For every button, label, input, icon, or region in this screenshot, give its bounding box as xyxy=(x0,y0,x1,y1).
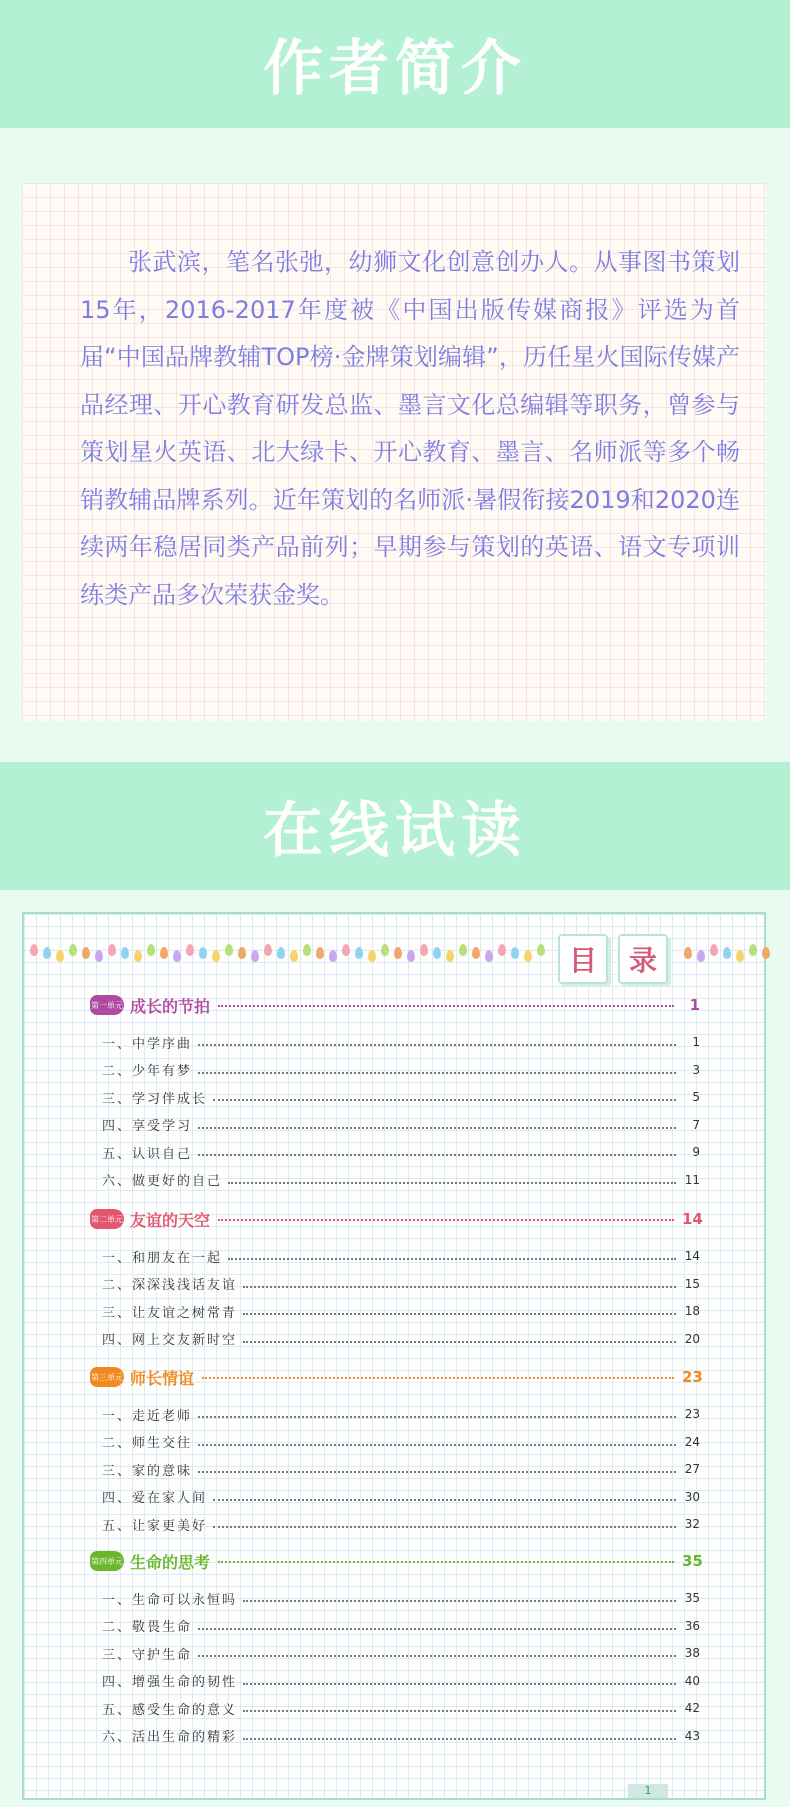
entry-title: 五、让家更美好 xyxy=(102,1518,208,1534)
toc-unit-1 xyxy=(90,992,700,1018)
raindrop-icon xyxy=(238,947,246,959)
raindrop-icon xyxy=(329,950,337,962)
entry-title: 四、增强生命的韧性 xyxy=(102,1675,238,1690)
raindrop-icon xyxy=(82,947,90,959)
entry-leader-dots xyxy=(243,1286,676,1288)
entry-title: 三、学习伴成长 xyxy=(102,1091,208,1107)
entry-leader-dots xyxy=(198,1444,676,1446)
raindrop-icon xyxy=(95,950,103,962)
raindrop-icon xyxy=(316,947,324,959)
raindrop-icon xyxy=(264,944,272,956)
online-preview-banner xyxy=(0,762,790,890)
raindrop-icon xyxy=(56,950,64,962)
unit-page-number: 1 xyxy=(689,996,700,1014)
raindrop-icon xyxy=(459,944,467,956)
toc-entry[interactable] xyxy=(102,1432,700,1452)
raindrop-icon xyxy=(290,950,298,962)
raindrop-icon xyxy=(303,944,311,956)
raindrop-icon xyxy=(684,947,692,959)
unit-leader-dots xyxy=(218,1005,674,1007)
toc-entry[interactable] xyxy=(102,1671,700,1691)
raindrop-icon xyxy=(762,947,770,959)
unit-title: 师长情谊 xyxy=(130,1368,195,1388)
author-bio-panel xyxy=(22,183,766,721)
toc-entry[interactable] xyxy=(102,1087,700,1107)
unit-page-number: 23 xyxy=(682,1368,703,1386)
raindrop-icon xyxy=(472,947,480,959)
entry-title: 五、认识自己 xyxy=(102,1146,193,1162)
raindrop-icon xyxy=(446,950,454,962)
unit-leader-dots xyxy=(202,1377,674,1379)
toc-entry[interactable] xyxy=(102,1246,700,1266)
table-of-contents-page xyxy=(22,912,766,1800)
raindrop-icon xyxy=(355,947,363,959)
toc-entry[interactable] xyxy=(102,1459,700,1479)
raindrop-icon xyxy=(394,947,402,959)
raindrop-icon xyxy=(381,944,389,956)
raindrop-icon xyxy=(186,944,194,956)
entry-leader-dots xyxy=(243,1683,676,1685)
toc-entry[interactable] xyxy=(102,1616,700,1636)
unit-title: 成长的节拍 xyxy=(130,996,211,1016)
entry-title: 一、走近老师 xyxy=(102,1408,193,1424)
toc-entry[interactable] xyxy=(102,1698,700,1718)
entry-page-number: 3 xyxy=(692,1062,700,1077)
entry-leader-dots xyxy=(243,1313,676,1315)
unit-page-number: 35 xyxy=(682,1552,703,1570)
raindrop-icon xyxy=(225,944,233,956)
raindrop-icon xyxy=(537,944,545,956)
raindrop-icon xyxy=(121,947,129,959)
online-preview-heading: 在线试读 xyxy=(263,796,527,866)
toc-title-card-2 xyxy=(618,934,668,984)
author-intro-banner xyxy=(0,0,790,128)
entry-title: 六、做更好的自己 xyxy=(102,1174,223,1189)
raindrop-icon xyxy=(108,944,116,956)
entry-leader-dots xyxy=(243,1600,676,1602)
raindrop-icon xyxy=(342,944,350,956)
raindrop-icon xyxy=(407,950,415,962)
toc-entry[interactable] xyxy=(102,1588,700,1608)
entry-page-number: 5 xyxy=(692,1090,700,1104)
entry-page-number: 27 xyxy=(684,1462,700,1476)
raindrop-icon xyxy=(511,947,519,959)
entry-leader-dots xyxy=(198,1127,676,1129)
unit-badge: 第三单元 xyxy=(90,1367,124,1387)
toc-entry[interactable] xyxy=(102,1060,700,1080)
unit-leader-dots xyxy=(218,1561,674,1563)
entry-leader-dots xyxy=(198,1416,676,1418)
unit-page-number: 14 xyxy=(682,1210,703,1228)
unit-badge: 第二单元 xyxy=(90,1209,124,1229)
toc-entry[interactable] xyxy=(102,1142,700,1162)
entry-leader-dots xyxy=(198,1471,676,1473)
entry-page-number: 7 xyxy=(692,1117,700,1132)
entry-page-number: 42 xyxy=(684,1701,700,1715)
raindrop-icon xyxy=(277,947,285,959)
entry-leader-dots xyxy=(198,1072,676,1074)
entry-leader-dots xyxy=(198,1044,676,1046)
toc-unit-3 xyxy=(90,1364,703,1390)
raindrop-icon xyxy=(134,950,142,962)
entry-leader-dots xyxy=(243,1341,676,1343)
unit-badge: 第四单元 xyxy=(90,1551,124,1571)
entry-page-number: 32 xyxy=(684,1517,700,1531)
toc-entry[interactable] xyxy=(102,1032,700,1052)
raindrop-icon xyxy=(723,947,731,959)
raindrop-icon xyxy=(251,950,259,962)
page-number: 1 xyxy=(628,1784,668,1798)
entry-page-number: 11 xyxy=(684,1172,700,1187)
raindrop-icon xyxy=(30,944,38,956)
toc-entry[interactable] xyxy=(102,1404,700,1424)
toc-entry[interactable] xyxy=(102,1329,700,1349)
raindrop-icon xyxy=(212,950,220,962)
raindrop-icon xyxy=(368,950,376,962)
toc-unit-2 xyxy=(90,1206,703,1232)
raindrop-icon xyxy=(173,950,181,962)
entry-page-number: 9 xyxy=(692,1145,700,1159)
raindrop-icon xyxy=(199,947,207,959)
entry-title: 二、深深浅浅话友谊 xyxy=(102,1278,238,1293)
raindrop-icon xyxy=(736,950,744,962)
toc-title-char-2: 录 xyxy=(628,944,657,977)
raindrop-icon xyxy=(485,950,493,962)
entry-title: 六、活出生命的精彩 xyxy=(102,1730,238,1745)
entry-leader-dots xyxy=(198,1628,676,1630)
raindrop-icon xyxy=(710,944,718,956)
entry-page-number: 43 xyxy=(684,1728,700,1743)
raindrop-icon xyxy=(498,944,506,956)
toc-entry[interactable] xyxy=(102,1487,700,1507)
entry-leader-dots xyxy=(243,1710,676,1712)
entry-page-number: 18 xyxy=(684,1304,700,1318)
author-bio-text: 张武滨，笔名张弛，幼狮文化创意创办人。从事图书策划15年，2016-2017年度被《中国出版传媒商报》评选为首届“中国品牌教辅TOP榜·金牌策划编辑”，历任星火国际传媒产品经理、开心教育研发总监、墨言文化总编辑等职务，曾参与策划星火英语、北大绿卡、开心教育、墨言、名师派等多个畅销教辅品牌系列。近年策划的名师派·暑假衔接2019和2020连续两年稳居同类产品前列；早期参与策划的英语、语文专项训练类产品多次荣获金奖。 xyxy=(80,248,740,609)
entry-title: 一、中学序曲 xyxy=(102,1036,193,1052)
raindrop-icon xyxy=(160,947,168,959)
toc-title-char-1: 目 xyxy=(568,944,597,977)
entry-page-number: 24 xyxy=(684,1434,700,1449)
entry-title: 一、生命可以永恒吗 xyxy=(102,1592,238,1608)
entry-leader-dots xyxy=(228,1258,676,1260)
raindrop-icon xyxy=(43,947,51,959)
toc-entry[interactable] xyxy=(102,1115,700,1135)
entry-leader-dots xyxy=(198,1655,676,1657)
entry-page-number: 30 xyxy=(684,1489,700,1504)
entry-title: 四、享受学习 xyxy=(102,1119,193,1134)
entry-leader-dots xyxy=(213,1499,676,1501)
entry-page-number: 15 xyxy=(684,1276,700,1291)
entry-page-number: 23 xyxy=(684,1407,700,1421)
entry-leader-dots xyxy=(243,1738,676,1740)
entry-page-number: 40 xyxy=(684,1673,700,1688)
toc-entry[interactable] xyxy=(102,1301,700,1321)
raindrop-icon xyxy=(420,944,428,956)
toc-unit-4 xyxy=(90,1548,703,1574)
entry-title: 四、网上交友新时空 xyxy=(102,1333,238,1348)
toc-title-card-1 xyxy=(558,934,608,984)
raindrop-icon xyxy=(147,944,155,956)
entry-title: 二、敬畏生命 xyxy=(102,1620,193,1635)
unit-badge: 第一单元 xyxy=(90,995,124,1015)
entry-title: 二、师生交往 xyxy=(102,1436,193,1451)
entry-page-number: 20 xyxy=(684,1331,700,1346)
entry-page-number: 35 xyxy=(684,1591,700,1605)
raindrop-icon xyxy=(69,944,77,956)
toc-entry[interactable] xyxy=(102,1514,700,1534)
entry-leader-dots xyxy=(198,1154,676,1156)
toc-entry[interactable] xyxy=(102,1643,700,1663)
toc-entry[interactable] xyxy=(102,1170,700,1190)
entry-page-number: 38 xyxy=(684,1646,700,1660)
raindrop-icon xyxy=(749,944,757,956)
entry-page-number: 14 xyxy=(684,1249,700,1263)
toc-entry[interactable] xyxy=(102,1274,700,1294)
entry-title: 三、守护生命 xyxy=(102,1647,193,1663)
unit-leader-dots xyxy=(218,1219,674,1221)
entry-title: 四、爱在家人间 xyxy=(102,1491,208,1506)
toc-entry[interactable] xyxy=(102,1726,700,1746)
entry-title: 三、让友谊之树常青 xyxy=(102,1305,238,1321)
raindrop-icon xyxy=(433,947,441,959)
entry-title: 一、和朋友在一起 xyxy=(102,1250,223,1266)
raindrop-icon xyxy=(524,950,532,962)
entry-leader-dots xyxy=(228,1182,676,1184)
unit-title: 友谊的天空 xyxy=(130,1210,211,1230)
entry-title: 五、感受生命的意义 xyxy=(102,1702,238,1718)
unit-title: 生命的思考 xyxy=(130,1552,211,1572)
entry-leader-dots xyxy=(213,1099,676,1101)
entry-leader-dots xyxy=(213,1526,676,1528)
entry-title: 三、家的意味 xyxy=(102,1463,193,1479)
entry-page-number: 36 xyxy=(684,1618,700,1633)
entry-title: 二、少年有梦 xyxy=(102,1064,193,1079)
author-intro-heading: 作者简介 xyxy=(263,34,527,104)
entry-page-number: 1 xyxy=(692,1035,700,1049)
raindrop-icon xyxy=(697,950,705,962)
